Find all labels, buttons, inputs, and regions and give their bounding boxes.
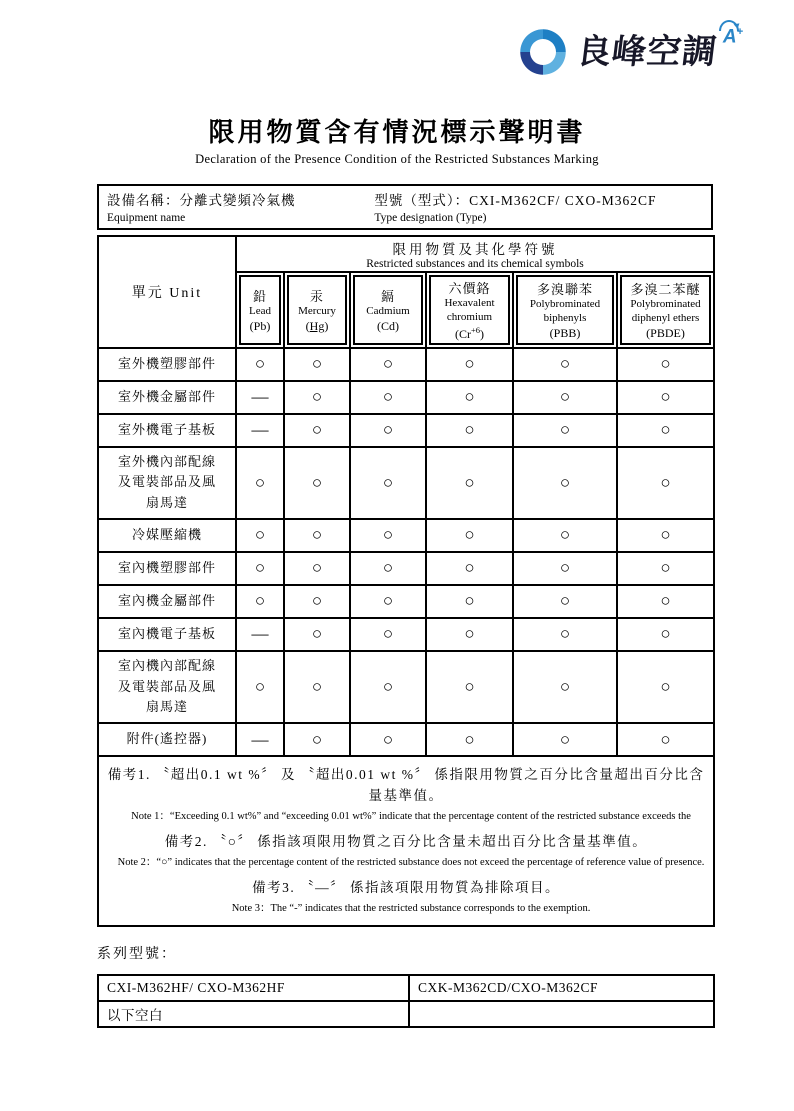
unit-label: 室內機電子基板 (98, 618, 236, 651)
series-model-cell: CXI-M362HF/ CXO-M362HF (98, 975, 409, 1001)
col-header-mercury: 汞 Mercury (Hg) (284, 272, 350, 348)
presence-cell: ○ (513, 519, 617, 552)
unit-label: 室外機塑膠部件 (98, 348, 236, 381)
presence-cell: ○ (617, 618, 714, 651)
presence-cell: ○ (284, 381, 350, 414)
col-header-pbb: 多溴聯苯 Polybrominated biphenyls (PBB) (513, 272, 617, 348)
presence-cell: — (236, 618, 284, 651)
presence-cell: ○ (284, 414, 350, 447)
presence-cell: ○ (513, 381, 617, 414)
presence-cell: ○ (350, 381, 426, 414)
restricted-substances-table (97, 235, 715, 927)
presence-cell: ○ (426, 585, 513, 618)
equipment-name-block (99, 189, 374, 224)
unit-label: 室外機金屬部件 (98, 381, 236, 414)
unit-label: 室外機電子基板 (98, 414, 236, 447)
equipment-name-zh: 設備名稱：分離式變頻冷氣機 (107, 193, 296, 208)
presence-cell: — (236, 723, 284, 756)
presence-cell: ○ (513, 447, 617, 519)
presence-cell: ○ (350, 585, 426, 618)
substances-header-zh: 限用物質及其化學符號 (392, 242, 558, 257)
series-model-label: 系列型號： (97, 947, 177, 963)
presence-cell: ○ (284, 519, 350, 552)
presence-cell: ○ (236, 585, 284, 618)
presence-cell: ○ (236, 447, 284, 519)
presence-cell: ○ (617, 381, 714, 414)
presence-cell: ○ (350, 414, 426, 447)
presence-cell: — (236, 414, 284, 447)
presence-cell: ○ (426, 618, 513, 651)
presence-cell: ○ (284, 447, 350, 519)
presence-cell: ○ (284, 651, 350, 723)
presence-cell: ○ (350, 651, 426, 723)
presence-cell: ○ (350, 552, 426, 585)
notes-row (98, 756, 714, 926)
presence-cell: ○ (617, 552, 714, 585)
presence-cell: ○ (350, 723, 426, 756)
presence-cell: ○ (617, 723, 714, 756)
type-designation-en: Type designation (Type) (374, 212, 487, 224)
note-1: 備考1. 〝超出0.1 wt %〞 及 〝超出0.01 wt %〞 係指限用物質之百分比含量超出百分比含量基準值。 Note 1：“Exceeding 0.1 wt%” and “exceeding 0.01 wt%” indicate that the percentage content of the restricted substance exceeds the (107, 767, 705, 822)
presence-cell: ○ (513, 348, 617, 381)
col-header-lead: 鉛 Lead (Pb) (236, 272, 284, 348)
presence-cell: ○ (236, 519, 284, 552)
substances-header-cell (236, 236, 714, 272)
unit-label: 冷媒壓縮機 (98, 519, 236, 552)
table-row (98, 723, 714, 756)
presence-cell: ○ (617, 447, 714, 519)
presence-cell: ○ (426, 447, 513, 519)
series-row (98, 975, 714, 1001)
presence-cell: ○ (513, 552, 617, 585)
table-row (98, 552, 714, 585)
series-model-cell: CXK-M362CD/CXO-M362CF (409, 975, 714, 1001)
presence-cell: ○ (426, 552, 513, 585)
series-model-cell (409, 1001, 714, 1027)
presence-cell: ○ (426, 723, 513, 756)
substances-header-en: Restricted substances and its chemical symbols (366, 258, 584, 270)
unit-label: 附件(遙控器) (98, 723, 236, 756)
presence-cell: ○ (513, 618, 617, 651)
presence-cell: ○ (284, 552, 350, 585)
brand-name: 良峰空調 (574, 33, 720, 71)
table-row (98, 414, 714, 447)
presence-cell: ○ (350, 348, 426, 381)
presence-cell: ○ (236, 348, 284, 381)
a-plus-badge: A+ (723, 27, 743, 46)
swoosh-arrow-icon (719, 20, 739, 31)
presence-cell: ○ (284, 618, 350, 651)
unit-label: 室外機內部配線及電裝部品及風扇馬達 (98, 447, 236, 519)
presence-cell: ○ (284, 723, 350, 756)
table-row (98, 447, 714, 519)
presence-cell: ○ (617, 651, 714, 723)
presence-cell: — (236, 381, 284, 414)
notes-cell (98, 756, 714, 926)
presence-cell: ○ (513, 723, 617, 756)
presence-cell: ○ (426, 414, 513, 447)
presence-cell: ○ (426, 651, 513, 723)
unit-label: 室內機塑膠部件 (98, 552, 236, 585)
table-row (98, 348, 714, 381)
table-row (98, 585, 714, 618)
document-title-en: Declaration of the Presence Condition of the Restricted Substances Marking (195, 152, 599, 166)
series-model-table (97, 974, 715, 1028)
series-model-cell: 以下空白 (98, 1001, 409, 1027)
pinwheel-logo-icon (517, 26, 569, 78)
equipment-name-en: Equipment name (107, 212, 186, 224)
presence-cell: ○ (426, 519, 513, 552)
presence-cell: ○ (350, 519, 426, 552)
presence-cell: ○ (426, 348, 513, 381)
type-designation-zh: 型號（型式）：CXI-M362CF/ CXO-M362CF (374, 193, 657, 208)
document-title-zh: 限用物質含有情況標示聲明書 (208, 118, 586, 147)
presence-cell: ○ (426, 381, 513, 414)
series-row (98, 1001, 714, 1027)
presence-cell: ○ (236, 651, 284, 723)
table-row (98, 651, 714, 723)
type-designation-block (374, 189, 711, 224)
table-row (98, 381, 714, 414)
presence-cell: ○ (617, 414, 714, 447)
col-header-pbde: 多溴二苯醚 Polybrominated diphenyl ethers (PBDE) (617, 272, 714, 348)
presence-cell: ○ (513, 651, 617, 723)
unit-label: 室內機內部配線及電裝部品及風扇馬達 (98, 651, 236, 723)
company-logo (517, 26, 745, 78)
presence-cell: ○ (350, 447, 426, 519)
note-3: 備考3. 〝—〞 係指該項限用物質為排除項目。 Note 3：The “-” indicates that the restricted substance corresponds to the exemption. (231, 880, 591, 915)
unit-header-cell: 單元 Unit (98, 236, 236, 348)
equipment-info-box (97, 184, 713, 230)
table-row (98, 519, 714, 552)
presence-cell: ○ (284, 348, 350, 381)
presence-cell: ○ (513, 585, 617, 618)
presence-cell: ○ (617, 585, 714, 618)
presence-cell: ○ (617, 519, 714, 552)
presence-cell: ○ (617, 348, 714, 381)
note-2: 備考2. 〝○〞 係指該項限用物質之百分比含量未超出百分比含量基準值。 Note 2：“○” indicates that the percentage content of the restricted substance does not exceed the percentage of reference value of presence. (117, 833, 705, 869)
presence-cell: ○ (350, 618, 426, 651)
presence-cell: ○ (236, 552, 284, 585)
presence-cell: ○ (513, 414, 617, 447)
presence-cell: ○ (284, 585, 350, 618)
unit-label: 室內機金屬部件 (98, 585, 236, 618)
col-header-cadmium: 鎘 Cadmium (Cd) (350, 272, 426, 348)
col-header-hexavalent-chromium: 六價鉻 Hexavalent chromium $(Cr^{+6})$ (426, 272, 513, 348)
table-row (98, 618, 714, 651)
